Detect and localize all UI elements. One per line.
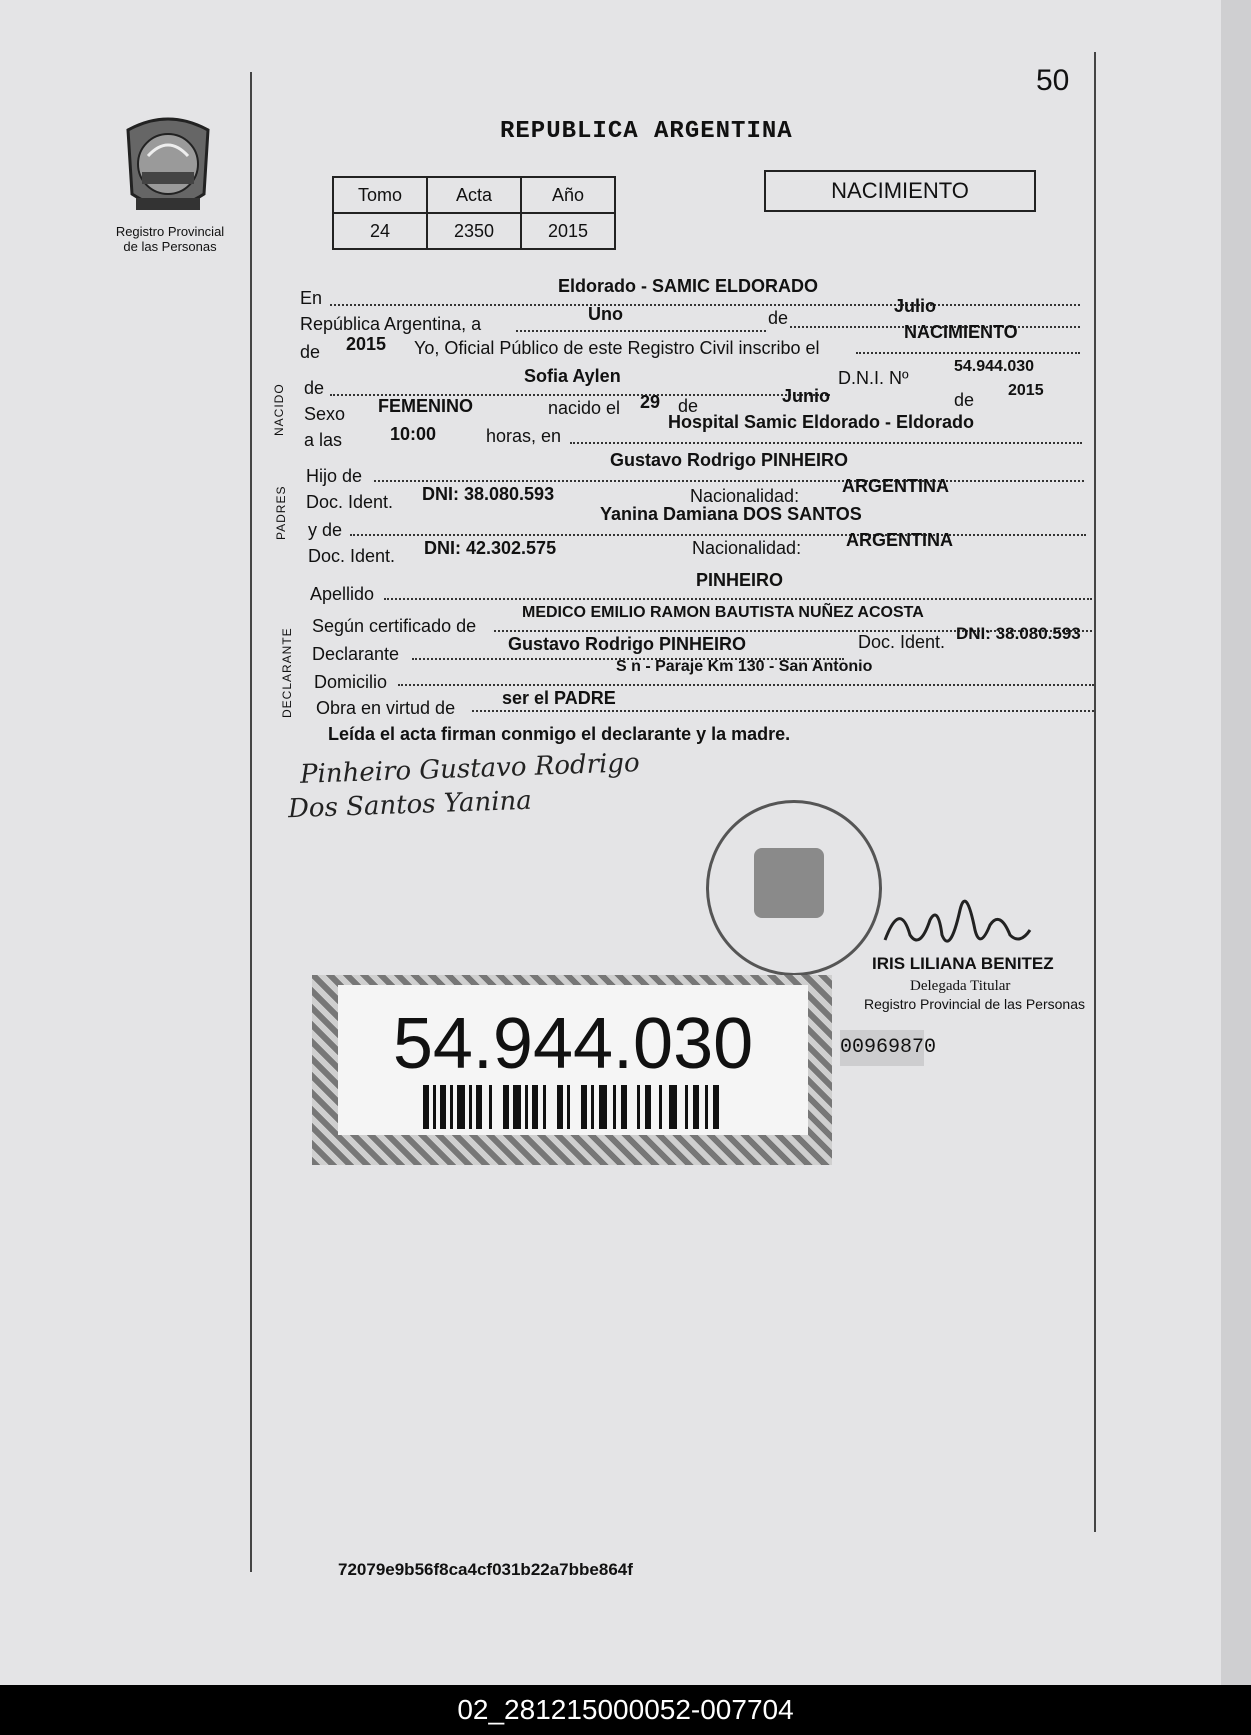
declarante-doc-label: Doc. Ident. [858,632,946,652]
document-hash: 72079e9b56f8ca4cf031b22a7bbe864f [338,1560,633,1579]
year-prefix-label: de [300,342,321,362]
declarant-signature: Pinheiro Gustavo Rodrigo [299,748,641,790]
obra-label: Obra en virtud de [316,698,456,718]
father-doc-label: Doc. Ident. [306,492,394,512]
birth-month-value: Junio [782,386,830,406]
record-type-box: NACIMIENTO [764,170,1036,212]
place-value: Eldorado - SAMIC ELDORADO [558,276,818,296]
hora-value: 10:00 [390,424,437,444]
officer-title: Delegada Titular [910,978,1011,994]
mother-nationality-label: Nacionalidad: [692,538,802,558]
id-label-white-area [338,985,808,1135]
id-number: 54.944.030 [392,1004,754,1084]
month-value: Julio [894,296,937,316]
dotted-line [350,534,1086,536]
mother-name-value: Yanina Damiana DOS SANTOS [600,504,862,524]
dotted-line [472,710,1094,712]
barcode-icon [423,1085,723,1129]
hora-label: a las [304,430,343,450]
birth-year-value: 2015 [1008,382,1044,399]
year-value: 2015 [346,334,387,354]
nacido-label: nacido el [548,398,621,418]
en-label: En [300,288,323,308]
dotted-line [856,352,1080,354]
id-label-sticker [312,975,832,1165]
section-label-nacido: NACIDO [272,383,286,436]
oficial-text: Yo, Oficial Público de este Registro Civil inscribo el [414,338,820,358]
apellido-label: Apellido [310,584,375,604]
mother-doc-value: DNI: 42.302.575 [424,538,557,558]
cert-label: Según certificado de [312,616,477,636]
obra-value: ser el PADRE [502,688,616,708]
document-heading: REPUBLICA ARGENTINA [500,118,793,145]
table-header-ano: Año [521,177,615,213]
registry-table [332,176,616,250]
father-nationality-value: ARGENTINA [842,476,949,496]
stamp-emblem [754,848,824,918]
father-name-value: Gustavo Rodrigo PINHEIRO [610,450,849,470]
domicilio-value: S n - Paraje Km 130 - San Antonio [616,658,873,675]
province-seal-icon [118,112,218,222]
nombre-label: de [304,378,325,398]
father-doc-value: DNI: 38.080.593 [422,484,555,504]
child-dni-value: 54.944.030 [954,358,1035,375]
dotted-line [374,480,1084,482]
de-label: de [768,308,789,328]
declarante-doc-value: DNI: 38.080.593 [956,624,1081,643]
mother-signature: Dos Santos Yanina [287,785,533,825]
left-margin-line [250,72,252,1572]
father-nationality-label: Nacionalidad: [690,486,800,506]
official-stamp [706,800,882,976]
declarante-label: Declarante [312,644,400,664]
serial-label: 00969870 [840,1030,924,1066]
table-value-acta: 2350 [427,213,521,249]
officer-signature-icon [880,880,1040,960]
sexo-label: Sexo [304,404,346,424]
dotted-line [570,442,1082,444]
dni-label: D.N.I. Nº [838,368,909,388]
right-margin-line [1094,52,1096,1532]
dotted-line [330,304,1080,306]
officer-name: IRIS LILIANA BENITEZ [872,954,1054,973]
dotted-line [384,598,1092,600]
mother-doc-label: Doc. Ident. [308,546,396,566]
declarante-value: Gustavo Rodrigo PINHEIRO [508,634,747,654]
table-value-ano: 2015 [521,213,615,249]
cert-value: MEDICO EMILIO RAMON BAUTISTA NUÑEZ ACOSTA [522,604,924,621]
inscribe-value: NACIMIENTO [904,322,1018,342]
child-name-value: Sofia Aylen [524,366,621,386]
republica-label: República Argentina, a [300,314,482,334]
mother-nationality-value: ARGENTINA [846,530,953,550]
birth-day-value: 29 [640,392,661,412]
seal-caption [105,224,235,254]
table-value-tomo: 24 [333,213,427,249]
table-header-tomo: Tomo [333,177,427,213]
section-label-declarante: DECLARANTE [280,627,294,718]
domicilio-label: Domicilio [314,672,388,692]
seal-caption-line2: de las Personas [123,239,217,254]
table-header-acta: Acta [427,177,521,213]
scan-caption: 02_281215000052-007704 [0,1685,1251,1735]
section-label-padres: PADRES [274,485,288,540]
officer-org: Registro Provincial de las Personas [864,996,1085,1012]
day-value: Uno [588,304,623,324]
birth-de1-label: de [678,396,699,416]
dotted-line [516,330,766,332]
page-edge [1221,0,1251,1685]
seal-caption-line1: Registro Provincial [115,224,225,239]
place-of-birth-value: Hospital Samic Eldorado - Eldorado [668,412,975,432]
closing-note: Leída el acta firman conmigo el declarante y la madre. [328,724,791,744]
page-number: 50 [1036,64,1070,97]
yde-label: y de [308,520,343,540]
birth-de2-label: de [954,390,975,410]
hijo-label: Hijo de [306,466,363,486]
apellido-value: PINHEIRO [696,570,784,590]
horas-en-label: horas, en [486,426,562,446]
dotted-line [398,684,1094,686]
sexo-value: FEMENINO [378,396,474,416]
